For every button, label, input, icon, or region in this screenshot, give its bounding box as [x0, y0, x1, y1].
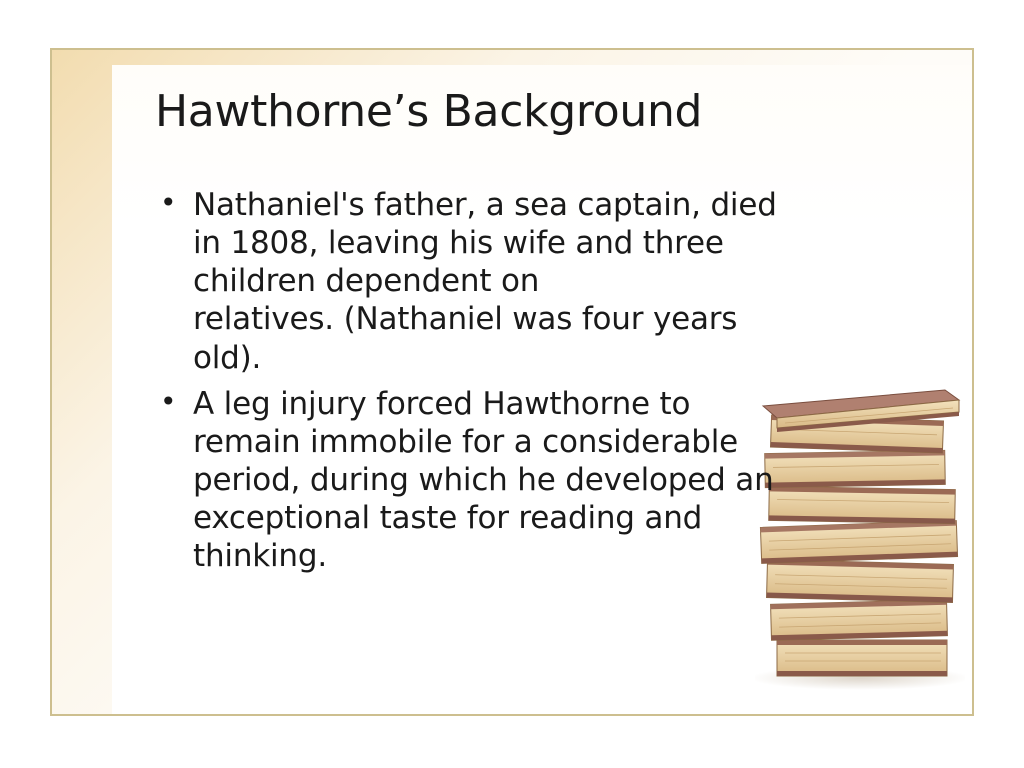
- bullet-list: [156, 186, 956, 583]
- slide-title: Hawthorne’s Background: [155, 86, 703, 137]
- book-1: [777, 640, 947, 676]
- bullet-marker: •: [160, 384, 177, 418]
- bullet-item-leg-injury: [156, 385, 956, 576]
- bullet-line: old).: [193, 339, 262, 376]
- bullet-line: A leg injury forced Hawthorne to: [193, 385, 691, 422]
- bullet-line: Nathaniel's father, a sea captain, died: [193, 187, 777, 223]
- bullet-line: relatives. (Nathaniel was four years: [193, 301, 738, 338]
- bullet-line: children dependent on: [193, 263, 540, 300]
- bullet-marker: •: [160, 186, 177, 219]
- bullet-line: exceptional taste for reading and: [193, 500, 703, 536]
- book-2: [771, 600, 948, 641]
- bullet-line: period, during which he developed an: [193, 461, 774, 498]
- bullet-line: in 1808, leaving his wife and three: [193, 225, 724, 262]
- bullet-line: remain immobile for a considerable: [193, 423, 739, 460]
- bullet-item-father: [156, 186, 956, 377]
- bullet-line: thinking.: [193, 538, 328, 575]
